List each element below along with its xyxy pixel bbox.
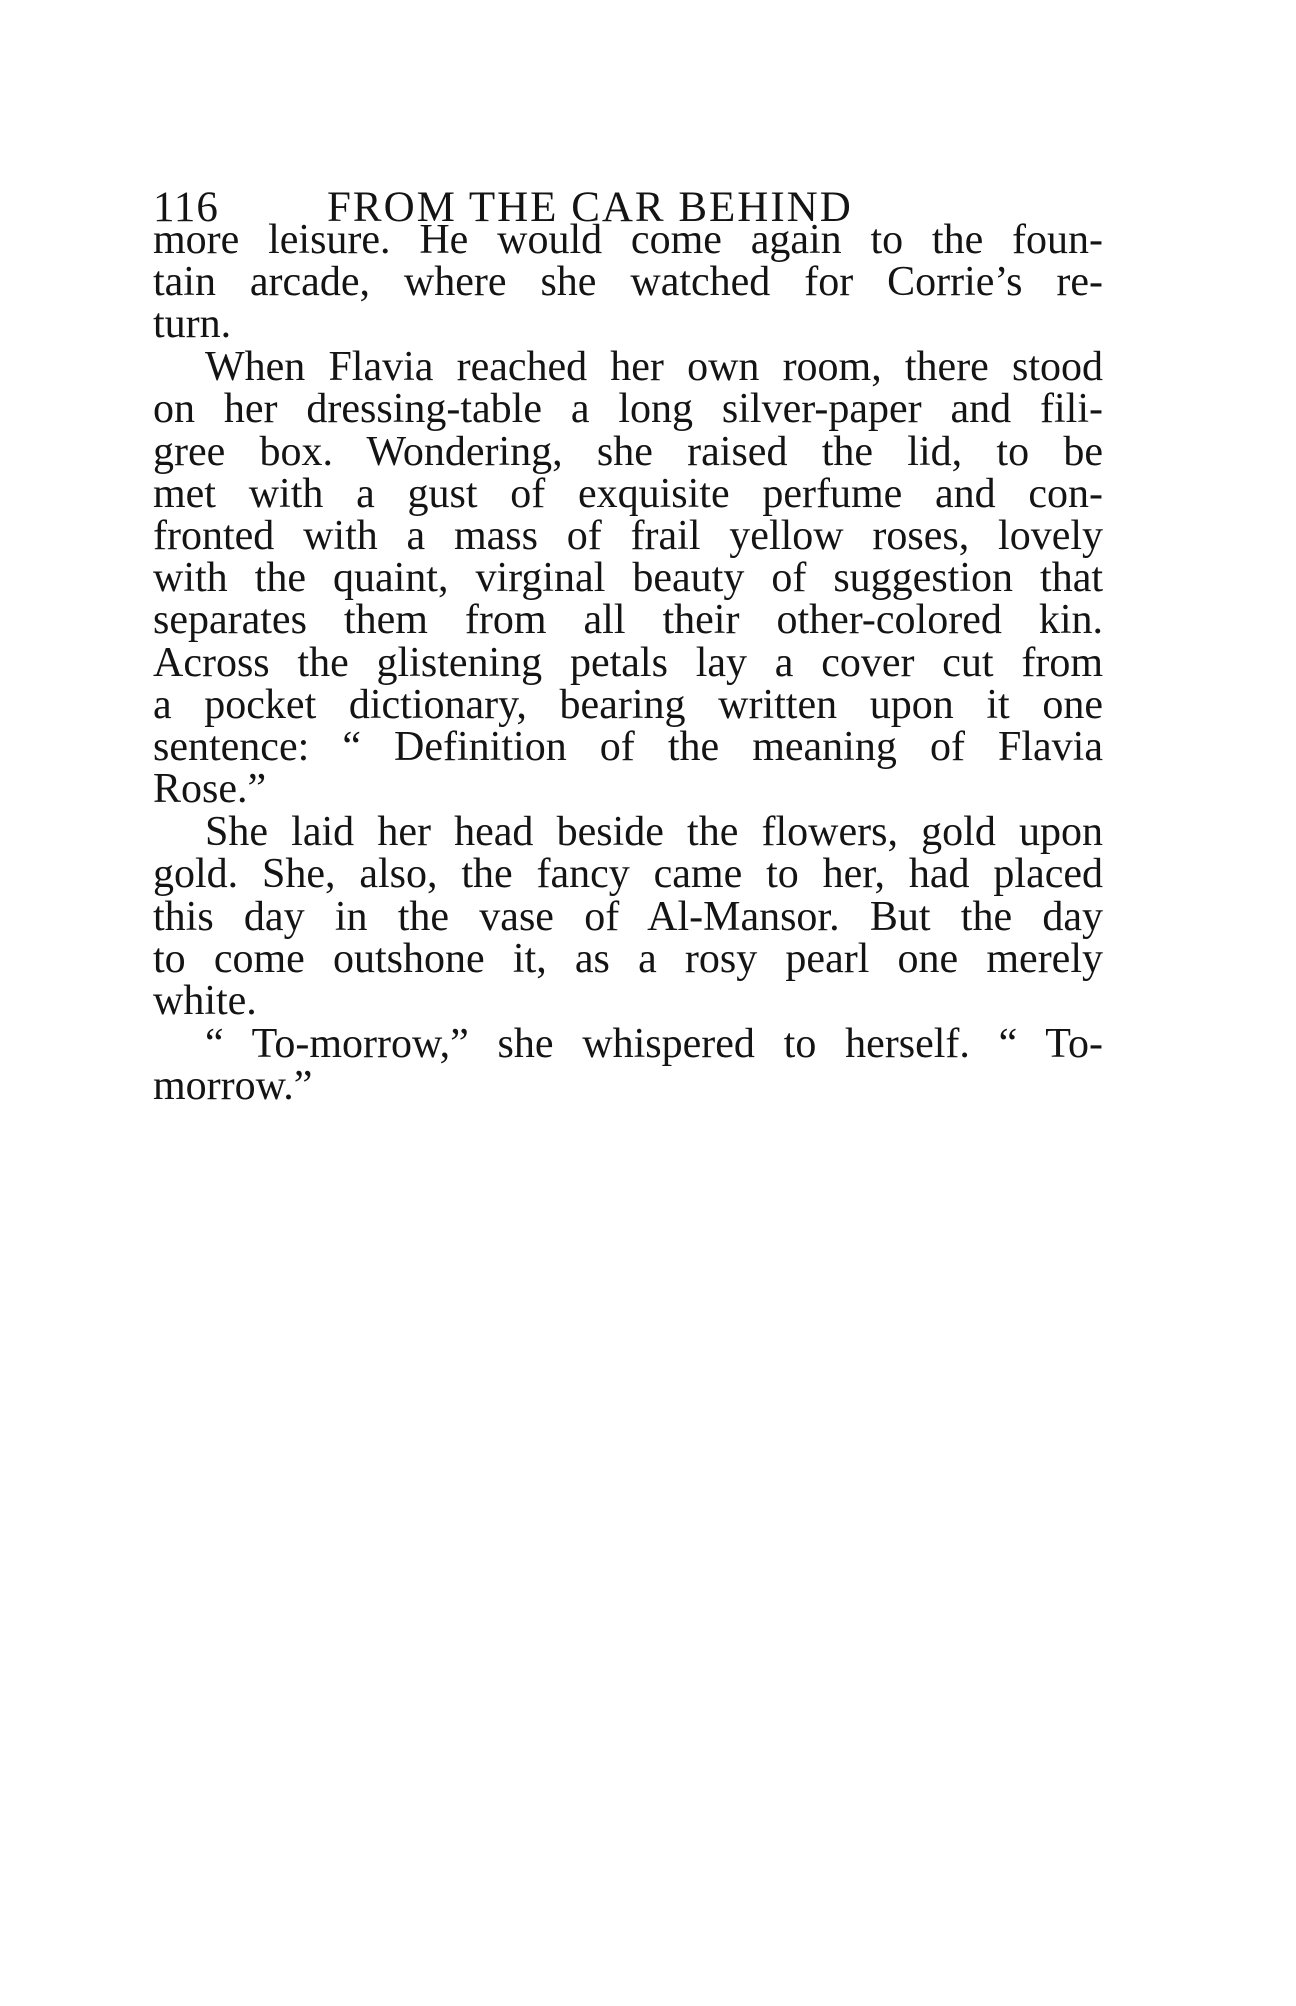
book-title: FROM THE CAR BEHIND xyxy=(327,184,853,231)
text-line: on her dressing-table a long silver-paper and fili- xyxy=(153,386,1103,432)
text-line: gree box. Wondering, she raised the lid, to be xyxy=(153,429,1103,475)
text-line: gold. She, also, the fancy came to her, had placed xyxy=(153,851,1103,897)
paragraph-first-line: She laid her head beside the flowers, gold upon xyxy=(205,809,1103,855)
text-line: morrow.” xyxy=(153,1063,313,1109)
text-line: separates them from all their other-colored kin. xyxy=(153,597,1103,643)
text-line: to come outshone it, as a rosy pearl one merely xyxy=(153,936,1103,982)
text-line: this day in the vase of Al-Mansor. But the day xyxy=(153,894,1103,940)
text-line: Rose.” xyxy=(153,766,267,812)
page-number: 116 xyxy=(153,184,219,231)
text-line: white. xyxy=(153,978,257,1024)
paragraph-first-line: “ To-morrow,” she whispered to herself. “ To- xyxy=(205,1021,1103,1067)
text-line: with the quaint, virginal beauty of suggestion that xyxy=(153,555,1103,601)
text-line: turn. xyxy=(153,301,232,347)
text-line: met with a gust of exquisite perfume and con- xyxy=(153,471,1103,517)
text-line: sentence: “ Definition of the meaning of Flavia xyxy=(153,724,1103,770)
paragraph-first-line: When Flavia reached her own room, there stood xyxy=(205,344,1103,390)
text-line: Across the glistening petals lay a cover cut from xyxy=(153,640,1103,686)
text-line: fronted with a mass of frail yellow roses, lovely xyxy=(153,513,1103,559)
text-line: a pocket dictionary, bearing written upon it one xyxy=(153,682,1103,728)
text-line: tain arcade, where she watched for Corrie’s re- xyxy=(153,259,1103,305)
text-line: more leisure. He would come again to the foun- xyxy=(153,217,1103,263)
